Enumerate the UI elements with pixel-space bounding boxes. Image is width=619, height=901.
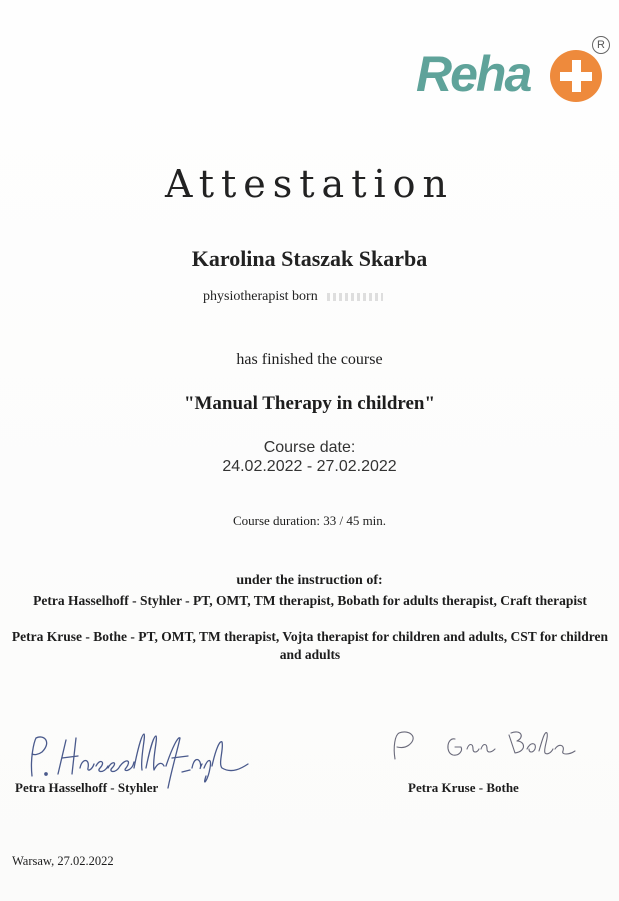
course-duration: Course duration: 33 / 45 min. bbox=[232, 513, 387, 528]
reha-logo bbox=[412, 36, 612, 106]
signature-label: Petra Hasselhoff - Styhler bbox=[15, 780, 159, 795]
instructor-line: Petra Hasselhoff - Styhler - PT, OMT, TM therapist, Bobath for adults therapist, Craft therapist bbox=[33, 593, 587, 608]
signature-label: Petra Kruse - Bothe bbox=[408, 780, 519, 795]
instructor-line: Petra Kruse - Bothe - PT, OMT, TM therapist, Vojta therapist for children and adults, CST for children and adults bbox=[11, 629, 609, 662]
logo-wordmark: Reha bbox=[416, 46, 531, 102]
signature-kruse-bothe bbox=[385, 723, 585, 773]
born-label: physiotherapist born bbox=[203, 289, 318, 304]
course-date-label: Course date: bbox=[263, 439, 356, 456]
registered-icon: R bbox=[592, 36, 610, 54]
redacted-birthdate bbox=[327, 293, 383, 301]
finished-text: has finished the course bbox=[236, 351, 383, 368]
course-name: "Manual Therapy in children" bbox=[183, 393, 436, 414]
instruction-heading: under the instruction of: bbox=[236, 573, 383, 588]
place-date: Warsaw, 27.02.2022 bbox=[12, 854, 114, 868]
plus-icon bbox=[550, 50, 602, 102]
recipient-name: Karolina Staszak Skarba bbox=[191, 246, 428, 271]
page-title: Attestation bbox=[164, 162, 454, 206]
born-line bbox=[203, 289, 383, 305]
course-date-value: 24.02.2022 - 27.02.2022 bbox=[222, 458, 397, 475]
